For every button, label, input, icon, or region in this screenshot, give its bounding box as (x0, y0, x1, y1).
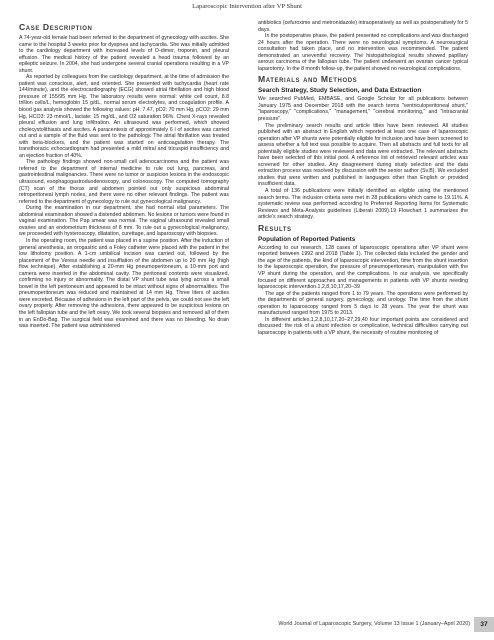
paragraph: According to our research, 128 cases of laparoscopic operations after VP shunt were reported between 1992 and 2018 (Table 1). The collected data included the gender and the age of the patients, the kind of laparoscopic intervention, time from the shunt insertion to the laparoscopic operation, the pressure of pneumoperitoneum, manipulation with the VP shunt during the operation, and the complications. In our analysis, we specifically focused on different approaches and managements in patients with VP shunts needing laparoscopic intervention.1,2,8,10,17,20–39 (258, 244, 468, 291)
section-heading-materials-and-methods: Materials and Methods (258, 74, 358, 85)
subsection-heading-search-strategy: Search Strategy, Study Selection, and Data Extraction (258, 87, 422, 95)
paragraph: In the operating room, the patient was placed in a supine position. After the induction of general anesthesia, an orogastric and a Foley catheter were placed with the patient in the low lithotomy position. A 1-cm umbilical incision was carried out, followed by the placement of the Veress needle and insufflation of the abdomen up to 20 mm Hg (high flow technique). After establishing a 20-mm Hg pneumoperitoneum, a 10-mm port and camera were inserted in the abdominal cavity. The peritoneal contents were visualized, confirming no injury or abnormality. The distal VP shunt tube was lying across a small bowel in the left peritoneum and appeared to be intact without signs of abnormalities. The pneumoperitoneum was reduced and maintained at 14 mm Hg. Three liters of ascites were excreted. Because of adhesions in the left part of the pelvis, we could not see the left ovary properly. After removing the adhesions, there appeared to be suspicious lesions on the left fallopian tube and the left ovary. We took several biopsies and removed all of them in an EnDo-Bag. The surgical field was examined and there was no bleeding. No drain was inserted. The patient was administered (19, 237, 229, 330)
paragraph: The pathology findings showed non-small cell adenocarcinoma and the patient was referred to the department of internal medicine to rule out lung, pancreas, and gastrointestinal malignancies. There were no tumor or suspicion lesions in the endoscopic ultrasound, esophagogastroduodenoscopy, and colonoscopy. The computed tomography (CT) scan of the thorax and abdomen pointed out only suspicious abdominal retroperitoneal lymph nodes, and there were no other relevant findings. The patient was referred to the department of gynecology to rule out gynecological malignancy. (19, 159, 229, 205)
paragraph: As reported by colleagues from the cardiology department, at the time of admission the patient was conscious, alert, and oriented. She presented with tachycardia (heart rate 144/minute), and the electrocardiography (ECG) showed atrial fibrillation and high blood pressure of 155/95 mm Hg. The laboratory results were normal: white cell count, 8.8 trillion cells/L, hemoglobin 15 g/dL, normal serum electrolytes, and coagulation profile. A blood gas analysis showed the following values: pH: 7.47, pO2: 70 mm Hg, pCO2: 29 mm Hg, HCO3: 23 mmol/L, lactate: 15 mg/dL, and O2 saturation 96%. Chest X-rays revealed pleural effusion and lung infiltration. An ultrasound was performed, which showed cholecystolithiasis and ascites. A paracentesis of approximately 6 l of ascites was carried out and a sample of the fluid was sent to the pathology. The atrial fibrillation was treated with beta-blockers, and the patient was started on anticoagulation therapy. The transthoracic echocardiogram had presented a mild mitral and tricuspid insufficiency and an ejection fraction of 40%. (19, 74, 229, 159)
journal-footer: World Journal of Laparoscopic Surgery, Volume 13 Issue 1 (January–April 2020) (278, 621, 470, 627)
paragraph: We searched PubMed, EMBASE, and Google Scholar for all publications between January 1975 and December 2018 with the search terms "ventriculoperitoneal shunt," "laparoscopy," "complications," "management," "cerebral monitoring," and "intracranial pressure". (258, 96, 468, 123)
section-heading-results: Results (258, 222, 292, 233)
paragraph: The age of the patients ranged from 1 to 79 years. The operations were performed by the departments of general surgery, gynecology, and urology. The time from the shunt operation to laparoscopy ranged from 5 days to 28 years. The year the shunt was manufactured ranged from 1975 to 2013. (258, 290, 468, 317)
paragraph: In the postoperative phase, the patient presented no complications and was discharged 24 hours after the operation. There were no neurological symptoms. A neurosurgical consultation had taken place, and no intervention was recommended. The patient demonstrated an uneventful recovery. The histopathological results showed papillary serous carcinoma of the fallopian tube. The patient underwent an ovarian cancer typical laparotomy. In the 8 month follow-up, the patient showed no neurological complications. (258, 33, 468, 72)
paragraph: A total of 136 publications were initially identified as eligible using the mentioned search terms. The inclusion criteria were met in 28 publications which came to 19.11%. A systematic review was performed according to Preferred Reporting Items for Systematic Reviews and Meta-Analysis guidelines (Liberati 2009).19 Flowchart 1 summarizes the article's search strategy. (258, 188, 468, 221)
paragraph: The preliminary search results and article titles have been reviewed. All studies published with an abstract in English which reported at least one case of laparoscopic operation after VP shunts were potentially eligible for inclusion and have been screened to assess whether a full text was possible to acquire. Then all abstracts and full texts for all potentially eligible studies were reviewed and data were extracted. The relevant abstracts have been selected of this initial pool. A reference list of retrieved relevant articles was screened for other studies. Any disagreement during study selection and the data extraction process was resolved by discussion with the senior author (Sv.B). We excluded studies that were written and published in languages other than English or provided insufficient data. (258, 122, 468, 188)
right-column (258, 20, 468, 336)
paragraph: In different articles,1,2,8,10,17,20–27,29,40 four important points are considered and discussed: the risk of a shunt infection or complication, technical difficulties carrying out laparoscopy in patients with a VP shunt, the necessity of routine monitoring of (258, 316, 468, 336)
running-head: Laparoscopic Intervention after VP Shunt (192, 3, 302, 10)
page-number: 37 (474, 617, 494, 632)
paragraph: antibiotics (cefuroxime and metronidazole) intraoperatively as well as postoperatively for 5 days. (258, 20, 468, 33)
section-heading-case-description: Case Description (19, 22, 93, 32)
left-column (19, 20, 229, 330)
paragraph: During the examination in our department, she had normal vital parameters. The abdominal examination showed a distended abdomen. No lesions or tumors were found in vaginal examination. The Pap smear was normal. The vaginal ultrasound revealed small ovaries and an endometrium thickness of 8 mm. To rule out a gynecological malignancy, we proceeded with hysteroscopy, dilatation, curettage, and laparoscopy with biopsies. (19, 205, 229, 238)
paragraph: A 74-year-old female had been referred to the department of gynecology with ascites. She came to the hospital 3 weeks prior for dyspnea and tachycardia. She was initially admitted to the cardiology department with increased levels of D-dimer, troponin, and pleural effusion. The medical history of the patient revealed a head trauma followed by an epileptic seizure. In 2004, she had undergone several cranial operations resulting in a VP shunt. (19, 35, 229, 74)
subsection-heading-population: Population of Reported Patients (258, 235, 356, 243)
